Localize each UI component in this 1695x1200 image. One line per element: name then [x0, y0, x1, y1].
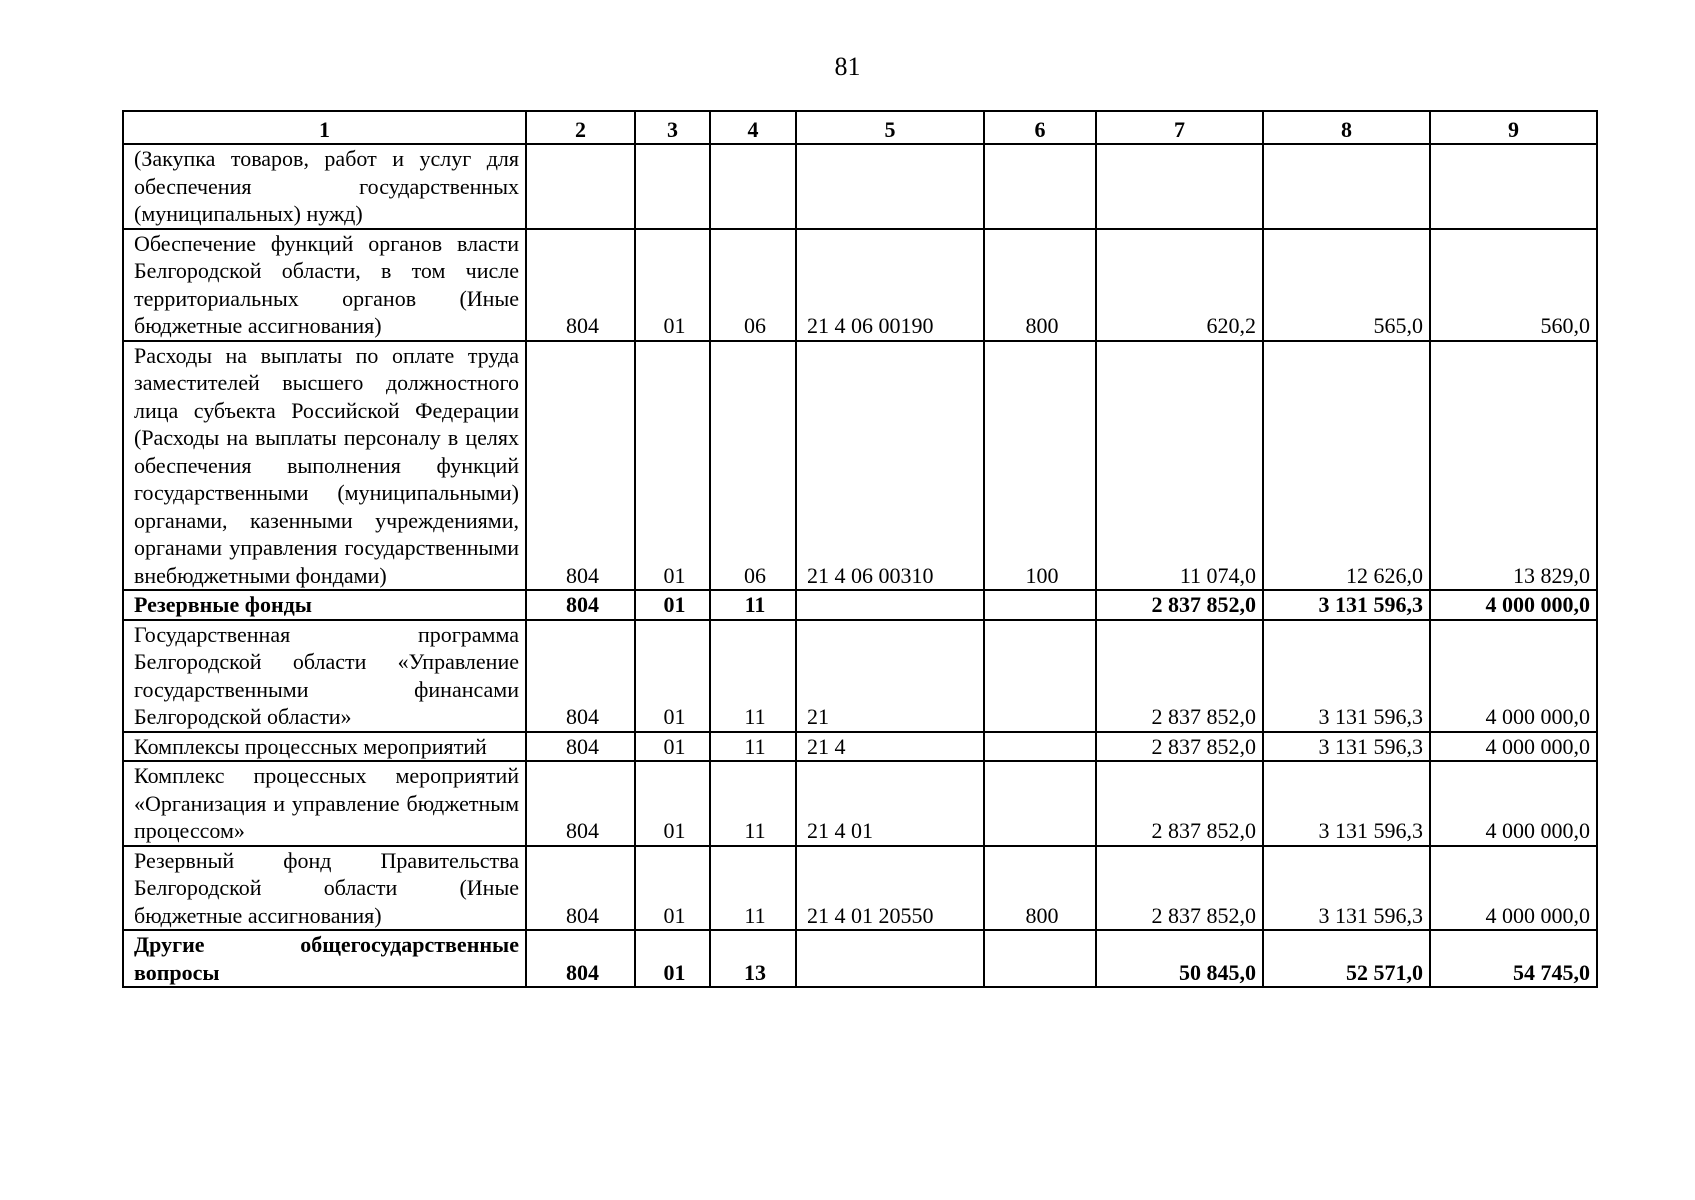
cell-col-4: 11 [710, 761, 796, 846]
column-header-7: 7 [1096, 111, 1263, 144]
column-header-5: 5 [796, 111, 984, 144]
cell-col-4: 11 [710, 620, 796, 732]
cell-col-5: 21 4 01 [796, 761, 984, 846]
row-name: Расходы на выплаты по оплате труда заместителей высшего должностного лица субъекта Российской Федерации (Расходы на выплаты персоналу в целях обеспечения выполнения функций государственными (муниципальными) органами, казенными учреждениями, органами управления государственными внебюджетными фондами) [123, 341, 526, 591]
cell-col-2: 804 [526, 341, 635, 591]
cell-col-2: 804 [526, 761, 635, 846]
cell-col-4: 13 [710, 930, 796, 987]
budget-table [122, 110, 1598, 988]
cell-col-2: 804 [526, 590, 635, 620]
cell-col-3 [635, 144, 710, 229]
cell-col-5 [796, 590, 984, 620]
cell-col-4: 06 [710, 341, 796, 591]
table-row [123, 590, 1597, 620]
table-row [123, 761, 1597, 846]
cell-col-4: 06 [710, 229, 796, 341]
cell-col-5 [796, 930, 984, 987]
row-name: Комплекс процессных мероприятий «Организация и управление бюджетным процессом» [123, 761, 526, 846]
table-row [123, 620, 1597, 732]
cell-col-8: 3 131 596,3 [1263, 620, 1430, 732]
cell-col-7: 620,2 [1096, 229, 1263, 341]
table-row [123, 341, 1597, 591]
cell-col-6: 100 [984, 341, 1096, 591]
table-row [123, 229, 1597, 341]
cell-col-8: 3 131 596,3 [1263, 761, 1430, 846]
row-name: Государственная программа Белгородской области «Управление государственными финансами Белгородской области» [123, 620, 526, 732]
cell-col-9: 4 000 000,0 [1430, 620, 1597, 732]
cell-col-3: 01 [635, 761, 710, 846]
row-name: Комплексы процессных мероприятий [123, 732, 526, 762]
cell-col-7: 2 837 852,0 [1096, 732, 1263, 762]
cell-col-9: 560,0 [1430, 229, 1597, 341]
column-header-2: 2 [526, 111, 635, 144]
cell-col-2: 804 [526, 732, 635, 762]
cell-col-6 [984, 930, 1096, 987]
table-header-row [123, 111, 1597, 144]
column-header-3: 3 [635, 111, 710, 144]
cell-col-9: 54 745,0 [1430, 930, 1597, 987]
cell-col-6: 800 [984, 229, 1096, 341]
cell-col-8: 52 571,0 [1263, 930, 1430, 987]
cell-col-5: 21 4 06 00310 [796, 341, 984, 591]
cell-col-3: 01 [635, 341, 710, 591]
cell-col-6 [984, 761, 1096, 846]
cell-col-5: 21 4 01 20550 [796, 846, 984, 931]
cell-col-4 [710, 144, 796, 229]
table-row [123, 732, 1597, 762]
column-header-4: 4 [710, 111, 796, 144]
row-name: Другие общегосударственные вопросы [123, 930, 526, 987]
row-name: Резервные фонды [123, 590, 526, 620]
cell-col-3: 01 [635, 930, 710, 987]
column-header-9: 9 [1430, 111, 1597, 144]
cell-col-2: 804 [526, 930, 635, 987]
cell-col-7 [1096, 144, 1263, 229]
cell-col-2: 804 [526, 229, 635, 341]
table-row [123, 846, 1597, 931]
cell-col-9: 4 000 000,0 [1430, 732, 1597, 762]
cell-col-4: 11 [710, 846, 796, 931]
row-name: Обеспечение функций органов власти Белгородской области, в том числе территориальных органов (Иные бюджетные ассигнования) [123, 229, 526, 341]
cell-col-3: 01 [635, 732, 710, 762]
cell-col-5: 21 [796, 620, 984, 732]
cell-col-9: 4 000 000,0 [1430, 761, 1597, 846]
cell-col-2 [526, 144, 635, 229]
cell-col-8 [1263, 144, 1430, 229]
cell-col-7: 2 837 852,0 [1096, 590, 1263, 620]
cell-col-6 [984, 144, 1096, 229]
cell-col-2: 804 [526, 620, 635, 732]
cell-col-8: 3 131 596,3 [1263, 590, 1430, 620]
cell-col-9: 4 000 000,0 [1430, 590, 1597, 620]
cell-col-4: 11 [710, 590, 796, 620]
row-name: Резервный фонд Правительства Белгородской области (Иные бюджетные ассигнования) [123, 846, 526, 931]
cell-col-3: 01 [635, 620, 710, 732]
cell-col-3: 01 [635, 590, 710, 620]
cell-col-9: 13 829,0 [1430, 341, 1597, 591]
cell-col-4: 11 [710, 732, 796, 762]
cell-col-2: 804 [526, 846, 635, 931]
cell-col-8: 3 131 596,3 [1263, 732, 1430, 762]
cell-col-3: 01 [635, 846, 710, 931]
cell-col-5: 21 4 [796, 732, 984, 762]
column-header-6: 6 [984, 111, 1096, 144]
cell-col-7: 11 074,0 [1096, 341, 1263, 591]
cell-col-8: 3 131 596,3 [1263, 846, 1430, 931]
cell-col-7: 2 837 852,0 [1096, 620, 1263, 732]
cell-col-7: 50 845,0 [1096, 930, 1263, 987]
cell-col-7: 2 837 852,0 [1096, 761, 1263, 846]
cell-col-9 [1430, 144, 1597, 229]
cell-col-7: 2 837 852,0 [1096, 846, 1263, 931]
cell-col-6 [984, 590, 1096, 620]
cell-col-5 [796, 144, 984, 229]
cell-col-9: 4 000 000,0 [1430, 846, 1597, 931]
cell-col-6 [984, 732, 1096, 762]
column-header-8: 8 [1263, 111, 1430, 144]
page-number: 81 [834, 52, 861, 81]
table-row [123, 144, 1597, 229]
cell-col-5: 21 4 06 00190 [796, 229, 984, 341]
cell-col-8: 12 626,0 [1263, 341, 1430, 591]
cell-col-6: 800 [984, 846, 1096, 931]
table-row [123, 930, 1597, 987]
cell-col-8: 565,0 [1263, 229, 1430, 341]
cell-col-6 [984, 620, 1096, 732]
cell-col-3: 01 [635, 229, 710, 341]
row-name: (Закупка товаров, работ и услуг для обеспечения государственных (муниципальных) нужд) [123, 144, 526, 229]
column-header-1: 1 [123, 111, 526, 144]
